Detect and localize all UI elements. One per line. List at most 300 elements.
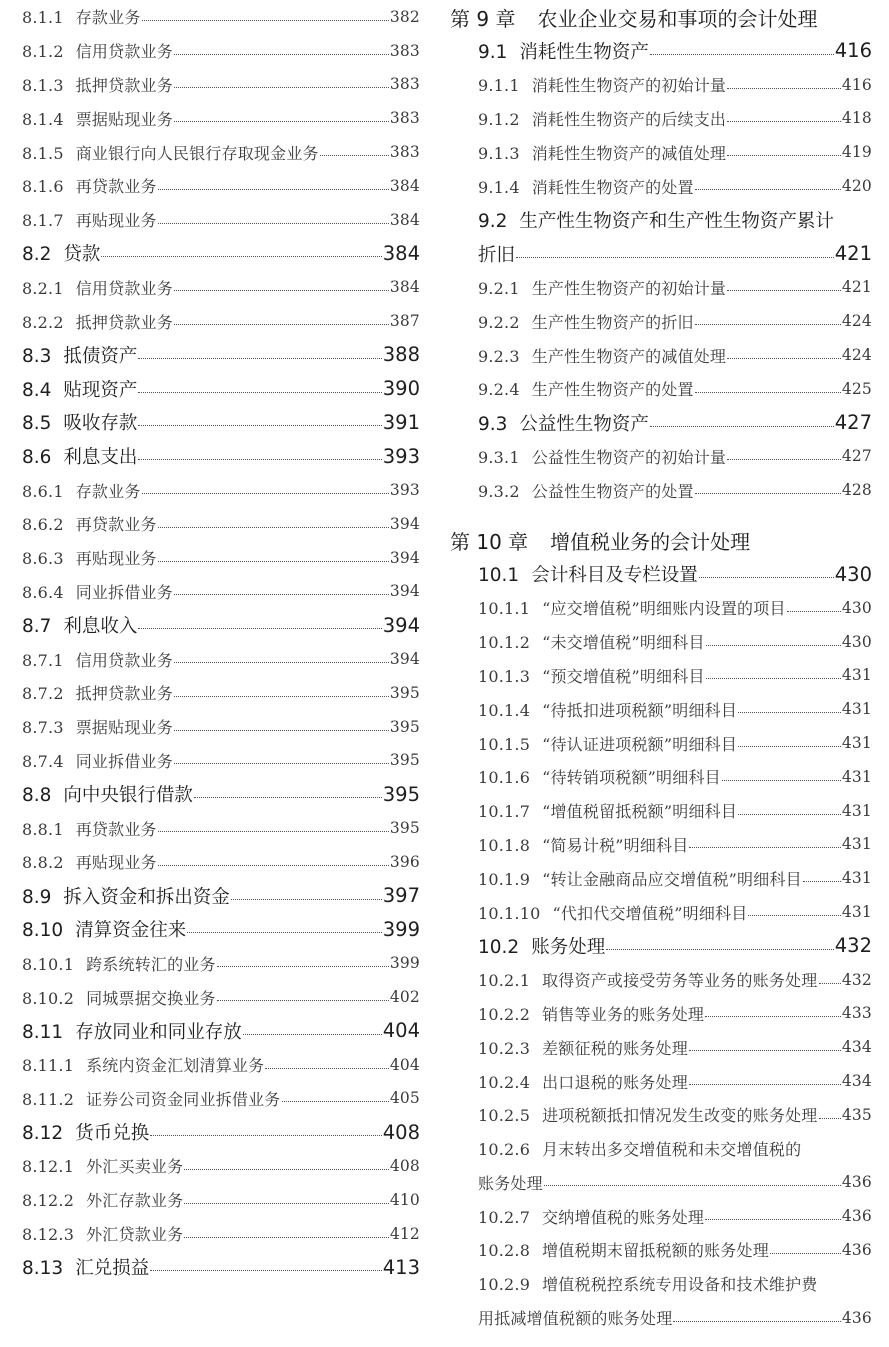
- toc-entry-title: 汇兑损益: [75, 1258, 150, 1280]
- toc-entry-label: [478, 1002, 704, 1025]
- toc-section-entry[interactable]: [450, 929, 872, 963]
- toc-subsection-entry[interactable]: [22, 68, 420, 102]
- toc-page-number: 383: [389, 143, 420, 162]
- toc-entry-label: [478, 276, 726, 299]
- toc-page-number: 384: [382, 241, 420, 265]
- toc-entry-label: [22, 1053, 264, 1076]
- toc-entry-label: [478, 241, 515, 267]
- toc-entry-label: [478, 901, 747, 924]
- toc-subsection-entry[interactable]: [22, 575, 420, 609]
- toc-page-number: 434: [841, 1038, 872, 1057]
- toc-entry-title: 销售等业务的账务处理: [542, 1004, 705, 1024]
- toc-chapter-heading[interactable]: [450, 0, 872, 34]
- toc-entry-title: 消耗性生物资产的后续支出: [531, 109, 727, 129]
- toc-entry-number: 8.6.4: [22, 582, 64, 602]
- dot-leader: [142, 19, 389, 21]
- toc-entry-title: 交纳增值税的账务处理: [542, 1207, 705, 1227]
- toc-entry-number: 8.10.1: [22, 954, 75, 974]
- toc-entry-label: [22, 883, 230, 909]
- toc-entry-number: 10.1.3: [478, 666, 531, 686]
- toc-subsection-entry[interactable]: [22, 811, 420, 845]
- toc-gap: [450, 507, 872, 523]
- toc-entry-title: 清算资金往来: [75, 920, 187, 942]
- dot-leader: [184, 1202, 389, 1204]
- toc-section-entry[interactable]: [22, 237, 420, 271]
- toc-entry-title: 拆入资金和拆出资金: [63, 886, 230, 908]
- toc-page-number: 427: [841, 447, 872, 466]
- toc-subsection-entry[interactable]: [450, 1064, 872, 1098]
- toc-entry-title: 向中央银行借款: [63, 785, 193, 807]
- toc-entry-label: [22, 141, 319, 164]
- toc-entry-title: 抵押贷款业务: [75, 75, 173, 95]
- toc-entry-title: 出口退税的账务处理: [542, 1072, 688, 1092]
- dot-leader: [706, 677, 841, 679]
- toc-subsection-entry[interactable]: [450, 440, 872, 474]
- dot-leader: [727, 87, 841, 89]
- dot-leader: [101, 255, 381, 257]
- toc-section-entry[interactable]: [22, 879, 420, 913]
- toc-entry-number: 8.7: [22, 616, 52, 638]
- toc-entry-number: 8.7.2: [22, 684, 64, 704]
- toc-entry-number: 10.2.8: [478, 1241, 531, 1261]
- toc-page-number: 394: [382, 613, 420, 637]
- dot-leader: [184, 1168, 389, 1170]
- toc-entry-label: [478, 107, 726, 130]
- toc-entry-title: 增值税业务的会计处理: [550, 529, 751, 554]
- toc-subsection-entry[interactable]: [22, 507, 420, 541]
- toc-entry-number: 8.1.3: [22, 75, 64, 95]
- toc-entry-title: 利息收入: [63, 616, 138, 638]
- toc-section-entry[interactable]: [22, 777, 420, 811]
- toc-subsection-entry[interactable]: [22, 34, 420, 68]
- toc-subsection-entry[interactable]: [450, 895, 872, 929]
- toc-subsection-entry[interactable]: [22, 710, 420, 744]
- toc-entry-number: 9.1.2: [478, 109, 520, 129]
- toc-subsection-entry[interactable]: [450, 1233, 872, 1267]
- toc-subsection-entry[interactable]: [22, 1048, 420, 1082]
- toc-page-number: 405: [389, 1089, 420, 1108]
- toc-subsection-entry[interactable]: [22, 845, 420, 879]
- toc-entry-number: 8.1.2: [22, 42, 64, 62]
- toc-entry-number: 8.1.4: [22, 109, 64, 129]
- toc-subsection-entry[interactable]: [450, 135, 872, 169]
- toc-entry-title: “代扣代交增值税”明细科目: [552, 903, 748, 923]
- toc-entry-number: 9.2.3: [478, 346, 520, 366]
- toc-entry-label: [22, 174, 157, 197]
- toc-subsection-entry[interactable]: [450, 338, 872, 372]
- toc-page-number: 395: [389, 683, 420, 702]
- toc-entry-title: 再贴现业务: [75, 211, 157, 231]
- toc-subsection-entry[interactable]: [450, 473, 872, 507]
- toc-subsection-entry[interactable]: [22, 135, 420, 169]
- toc-entry-title: 账务处理: [478, 1173, 543, 1193]
- toc-entry-title: 存款业务: [75, 8, 141, 28]
- toc-entry-label: [478, 479, 694, 502]
- toc-subsection-entry[interactable]: [450, 1301, 872, 1335]
- dot-leader: [174, 729, 389, 731]
- toc-entry-label: [22, 1018, 242, 1044]
- toc-subsection-entry[interactable]: [22, 541, 420, 575]
- toc-entry-number: 8.6: [22, 447, 52, 469]
- toc-entry-label: [478, 73, 726, 96]
- toc-entry-label: [22, 1254, 149, 1280]
- toc-page-number: 420: [841, 177, 872, 196]
- toc-entry-number: 10.2.9: [478, 1275, 531, 1295]
- toc-entry-title: 生产性生物资产的处置: [531, 380, 694, 400]
- toc-entry-title: 外汇存款业务: [86, 1191, 184, 1211]
- toc-page-number: 431: [841, 869, 872, 888]
- toc-subsection-entry[interactable]: [22, 1149, 420, 1183]
- toc-entry-label: [478, 664, 705, 687]
- dot-leader: [174, 86, 389, 88]
- dot-leader: [695, 188, 841, 190]
- toc-subsection-entry[interactable]: [450, 1132, 872, 1166]
- toc-page-number: 387: [389, 312, 420, 331]
- toc-section-entry[interactable]: [450, 237, 872, 271]
- toc-entry-label: [450, 3, 817, 32]
- toc-page-number: 384: [389, 278, 420, 297]
- toc-entry-number: 8.7.3: [22, 718, 64, 738]
- dot-leader: [217, 965, 389, 967]
- dot-leader: [819, 1117, 841, 1119]
- toc-page-number: 424: [841, 346, 872, 365]
- toc-entry-label: [22, 1119, 149, 1145]
- dot-leader: [174, 289, 389, 291]
- toc-entry-title: 外汇贷款业务: [86, 1225, 184, 1245]
- toc-section-entry[interactable]: [22, 1115, 420, 1149]
- dot-leader: [174, 762, 389, 764]
- toc-page-number: 394: [389, 514, 420, 533]
- toc-subsection-entry[interactable]: [450, 794, 872, 828]
- toc-entry-number: 10.1: [478, 565, 520, 587]
- toc-subsection-entry[interactable]: [450, 1199, 872, 1233]
- toc-entry-title: 外汇买卖业务: [86, 1157, 184, 1177]
- toc-page-number: 428: [841, 481, 872, 500]
- toc-entry-number: 8.1.6: [22, 177, 64, 197]
- dot-leader: [174, 695, 389, 697]
- toc-subsection-entry[interactable]: [450, 1267, 872, 1301]
- toc-entry-number: 9.2.2: [478, 312, 520, 332]
- dot-leader: [727, 289, 841, 291]
- toc-entry-title: 生产性生物资产的折旧: [531, 312, 694, 332]
- toc-entry-title: 月末转出多交增值税和未交增值税的: [542, 1140, 802, 1160]
- toc-page-number: 408: [389, 1156, 420, 1175]
- toc-entry-title: 证券公司资金同业拆借业务: [86, 1089, 281, 1109]
- toc-subsection-entry[interactable]: [22, 642, 420, 676]
- toc-entry-label: [478, 445, 726, 468]
- toc-entry-number: 10.2.1: [478, 971, 531, 991]
- dot-leader: [217, 999, 389, 1001]
- dot-leader: [695, 492, 841, 494]
- dot-leader: [727, 154, 841, 156]
- dot-leader: [174, 593, 389, 595]
- toc-entry-number: 8.11.1: [22, 1056, 75, 1076]
- toc-entry-label: [22, 376, 137, 402]
- toc-entry-title: 吸收存款: [63, 413, 138, 435]
- toc-entry-title: 消耗性生物资产的初始计量: [531, 76, 727, 96]
- dot-leader: [787, 610, 841, 612]
- toc-entry-label: [22, 916, 186, 942]
- toc-page-number: 416: [834, 39, 872, 63]
- dot-leader: [158, 864, 389, 866]
- toc-entry-label: [478, 141, 726, 164]
- toc-entry-label: [22, 850, 157, 873]
- toc-entry-title: 货币兑换: [75, 1123, 150, 1145]
- toc-page-number: 427: [834, 411, 872, 435]
- toc-subsection-entry[interactable]: [450, 625, 872, 659]
- toc-entry-title: 利息支出: [63, 447, 138, 469]
- toc-page-number: 394: [389, 582, 420, 601]
- dot-leader: [738, 745, 841, 747]
- dot-leader: [673, 1320, 840, 1322]
- dot-leader: [689, 1083, 841, 1085]
- toc-entry-label: [22, 952, 216, 975]
- toc-page-number: 436: [841, 1308, 872, 1327]
- dot-leader: [544, 1184, 841, 1186]
- toc-entry-label: [22, 749, 173, 772]
- toc-entry-title: 再贷款业务: [75, 819, 157, 839]
- toc-page-number: 435: [841, 1105, 872, 1124]
- dot-leader: [695, 391, 841, 393]
- toc-entry-number: 10.1.2: [478, 633, 531, 653]
- dot-leader: [706, 644, 841, 646]
- toc-entry-number: 8.8.2: [22, 853, 64, 873]
- toc-entry-number: 8.10.2: [22, 988, 75, 1008]
- toc-entry-label: [478, 1036, 688, 1059]
- toc-subsection-entry[interactable]: [450, 963, 872, 997]
- toc-left-column: [22, 0, 420, 1284]
- toc-subsection-entry[interactable]: [450, 169, 872, 203]
- toc-entry-number: 8.6.2: [22, 515, 64, 535]
- toc-entry-label: [22, 817, 157, 840]
- toc-entry-number: 9.1.1: [478, 76, 520, 96]
- toc-section-entry[interactable]: [22, 406, 420, 440]
- dot-leader: [158, 526, 389, 528]
- toc-entry-label: [22, 5, 141, 28]
- toc-subsection-entry[interactable]: [22, 1082, 420, 1116]
- dot-leader: [150, 1134, 382, 1136]
- toc-page-number: 395: [389, 819, 420, 838]
- dot-leader: [803, 880, 841, 882]
- toc-section-entry[interactable]: [22, 913, 420, 947]
- toc-entry-number: 9.1.3: [478, 143, 520, 163]
- toc-entry-label: [22, 781, 193, 807]
- toc-entry-label: [22, 715, 173, 738]
- toc-entry-title: 农业企业交易和事项的会计处理: [537, 6, 818, 31]
- toc-entry-number: 8.13: [22, 1258, 64, 1280]
- toc-entry-number: 10.2.7: [478, 1207, 531, 1227]
- toc-entry-number: 9.2.4: [478, 380, 520, 400]
- toc-subsection-entry[interactable]: [450, 271, 872, 305]
- toc-subsection-entry[interactable]: [450, 1098, 872, 1132]
- toc-entry-number: 8.12: [22, 1123, 64, 1145]
- dot-leader: [727, 120, 841, 122]
- toc-entry-label: [478, 1238, 769, 1261]
- toc-section-entry[interactable]: [22, 608, 420, 642]
- toc-entry-number: 10.1.9: [478, 869, 531, 889]
- toc-section-entry[interactable]: [22, 372, 420, 406]
- toc-section-entry[interactable]: [22, 439, 420, 473]
- toc-entry-number: 8.9: [22, 886, 52, 908]
- toc-entry-label: [478, 1272, 818, 1295]
- toc-entry-label: [22, 240, 100, 266]
- toc-page-number: 413: [382, 1255, 420, 1279]
- toc-entry-title: “待转销项税额”明细科目: [542, 768, 721, 788]
- dot-leader: [138, 424, 381, 426]
- toc-entry-label: [478, 933, 605, 959]
- toc-section-entry[interactable]: [22, 338, 420, 372]
- toc-entry-title: “待抵扣进项税额”明细科目: [542, 700, 738, 720]
- toc-entry-label: [22, 409, 137, 435]
- toc-subsection-entry[interactable]: [450, 861, 872, 895]
- toc-page-number: 433: [841, 1004, 872, 1023]
- toc-section-entry[interactable]: [22, 1014, 420, 1048]
- toc-page-number: 424: [841, 312, 872, 331]
- toc-entry-label: [22, 612, 137, 638]
- toc-subsection-entry[interactable]: [22, 980, 420, 1014]
- toc-entry-number: 10.1.6: [478, 768, 531, 788]
- toc-subsection-entry[interactable]: [22, 304, 420, 338]
- toc-subsection-entry[interactable]: [450, 591, 872, 625]
- toc-entry-number: 8.12.1: [22, 1157, 75, 1177]
- toc-subsection-entry[interactable]: [22, 169, 420, 203]
- toc-subsection-entry[interactable]: [22, 946, 420, 980]
- toc-page-number: 431: [841, 801, 872, 820]
- toc-entry-label: [478, 1171, 543, 1194]
- toc-subsection-entry[interactable]: [450, 304, 872, 338]
- toc-subsection-entry[interactable]: [22, 1217, 420, 1251]
- toc-entry-title: 消耗性生物资产的处置: [531, 177, 694, 197]
- toc-subsection-entry[interactable]: [450, 68, 872, 102]
- toc-entry-title: 账务处理: [531, 936, 606, 958]
- toc-entry-title: 增值税税控系统专用设备和技术维护费: [542, 1275, 818, 1295]
- toc-entry-number: 10.2.5: [478, 1106, 531, 1126]
- toc-page-number: 383: [389, 75, 420, 94]
- toc-subsection-entry[interactable]: [450, 760, 872, 794]
- toc-page-number: 402: [389, 988, 420, 1006]
- toc-entry-title: 同城票据交换业务: [86, 988, 216, 1008]
- toc-entry-title: 存放同业和同业存放: [75, 1021, 242, 1043]
- toc-entry-label: [478, 207, 834, 233]
- toc-entry-label: [22, 208, 157, 231]
- toc-entry-label: [22, 276, 173, 299]
- toc-entry-title: 差额征税的账务处理: [542, 1038, 688, 1058]
- toc-entry-title: “未交增值税”明细科目: [542, 633, 705, 653]
- toc-section-entry[interactable]: [450, 34, 872, 68]
- dot-leader: [174, 120, 389, 122]
- dot-leader: [689, 846, 840, 848]
- dot-leader: [727, 357, 841, 359]
- toc-entry-label: [478, 1137, 801, 1160]
- toc-entry-number: 8.11.2: [22, 1089, 75, 1109]
- toc-entry-title: 信用贷款业务: [75, 650, 173, 670]
- toc-subsection-entry[interactable]: [22, 473, 420, 507]
- dot-leader: [158, 830, 389, 832]
- toc-entry-label: [22, 39, 173, 62]
- toc-entry-title: 折旧: [478, 244, 516, 266]
- toc-entry-label: [22, 580, 173, 603]
- toc-section-entry[interactable]: [450, 406, 872, 440]
- toc-subsection-entry[interactable]: [22, 744, 420, 778]
- toc-entry-label: [22, 1154, 183, 1177]
- toc-entry-title: 进项税额抵扣情况发生改变的账务处理: [542, 1106, 818, 1126]
- toc-entry-label: [22, 1188, 183, 1211]
- toc-page-number: 432: [841, 970, 872, 989]
- toc-entry-title: 同业拆借业务: [75, 751, 173, 771]
- toc-subsection-entry[interactable]: [22, 101, 420, 135]
- toc-entry-label: [22, 681, 173, 704]
- toc-subsection-entry[interactable]: [450, 1030, 872, 1064]
- dot-leader: [695, 323, 841, 325]
- toc-subsection-entry[interactable]: [22, 270, 420, 304]
- toc-subsection-entry[interactable]: [22, 1183, 420, 1217]
- toc-entry-number: 8.5: [22, 413, 52, 435]
- toc-entry-number: 9.2.1: [478, 278, 520, 298]
- toc-entry-title: 再贷款业务: [75, 515, 157, 535]
- toc-page-number: 431: [841, 767, 872, 786]
- toc-entry-title: 跨系统转汇的业务: [86, 954, 216, 974]
- dot-leader: [282, 1100, 389, 1102]
- toc-page-number: 382: [389, 7, 420, 26]
- toc-section-entry[interactable]: [450, 203, 872, 237]
- toc-entry-number: 8.11: [22, 1021, 64, 1043]
- toc-entry-number: 10.1.5: [478, 734, 531, 754]
- toc-subsection-entry[interactable]: [22, 676, 420, 710]
- toc-entry-title: 消耗性生物资产: [519, 41, 649, 63]
- toc-page-number: 431: [841, 835, 872, 854]
- toc-entry-number: 10.2.6: [478, 1140, 531, 1160]
- toc-entry-number: 8.1.5: [22, 143, 64, 163]
- dot-leader: [265, 1067, 389, 1069]
- toc-page-number: 395: [389, 751, 420, 770]
- toc-subsection-entry[interactable]: [450, 372, 872, 406]
- toc-entry-title: 公益性生物资产: [519, 413, 649, 435]
- toc-entry-number: 9.3.2: [478, 481, 520, 501]
- toc-entry-label: [478, 867, 802, 890]
- toc-entry-label: [478, 410, 649, 436]
- toc-entry-label: [478, 968, 818, 991]
- toc-entry-label: [478, 1070, 688, 1093]
- toc-page-number: 421: [841, 278, 872, 297]
- toc-entry-title: “简易计税”明细科目: [542, 835, 689, 855]
- toc-section-entry[interactable]: [450, 557, 872, 591]
- toc-entry-label: [22, 1222, 183, 1245]
- toc-subsection-entry[interactable]: [22, 0, 420, 34]
- toc-subsection-entry[interactable]: [450, 102, 872, 136]
- toc-page-number: 430: [841, 598, 872, 617]
- toc-page-number: 383: [389, 109, 420, 128]
- toc-subsection-entry[interactable]: [450, 828, 872, 862]
- toc-entry-title: 公益性生物资产的初始计量: [531, 447, 727, 467]
- toc-entry-title: 再贴现业务: [75, 549, 157, 569]
- toc-entry-label: [478, 38, 649, 64]
- toc-entry-label: [478, 765, 721, 788]
- dot-leader: [320, 154, 389, 156]
- toc-subsection-entry[interactable]: [22, 203, 420, 237]
- toc-subsection-entry[interactable]: [450, 997, 872, 1031]
- toc-subsection-entry[interactable]: [450, 1166, 872, 1200]
- toc-subsection-entry[interactable]: [450, 659, 872, 693]
- toc-section-entry[interactable]: [22, 1250, 420, 1284]
- toc-chapter-heading[interactable]: [450, 523, 872, 557]
- toc-entry-number: 10.1.8: [478, 835, 531, 855]
- toc-entry-label: [478, 698, 737, 721]
- toc-subsection-entry[interactable]: [450, 692, 872, 726]
- toc-subsection-entry[interactable]: [450, 726, 872, 760]
- toc-entry-number: 8.3: [22, 345, 52, 367]
- toc-entry-number: 8.8: [22, 785, 52, 807]
- toc-entry-label: [22, 986, 216, 1009]
